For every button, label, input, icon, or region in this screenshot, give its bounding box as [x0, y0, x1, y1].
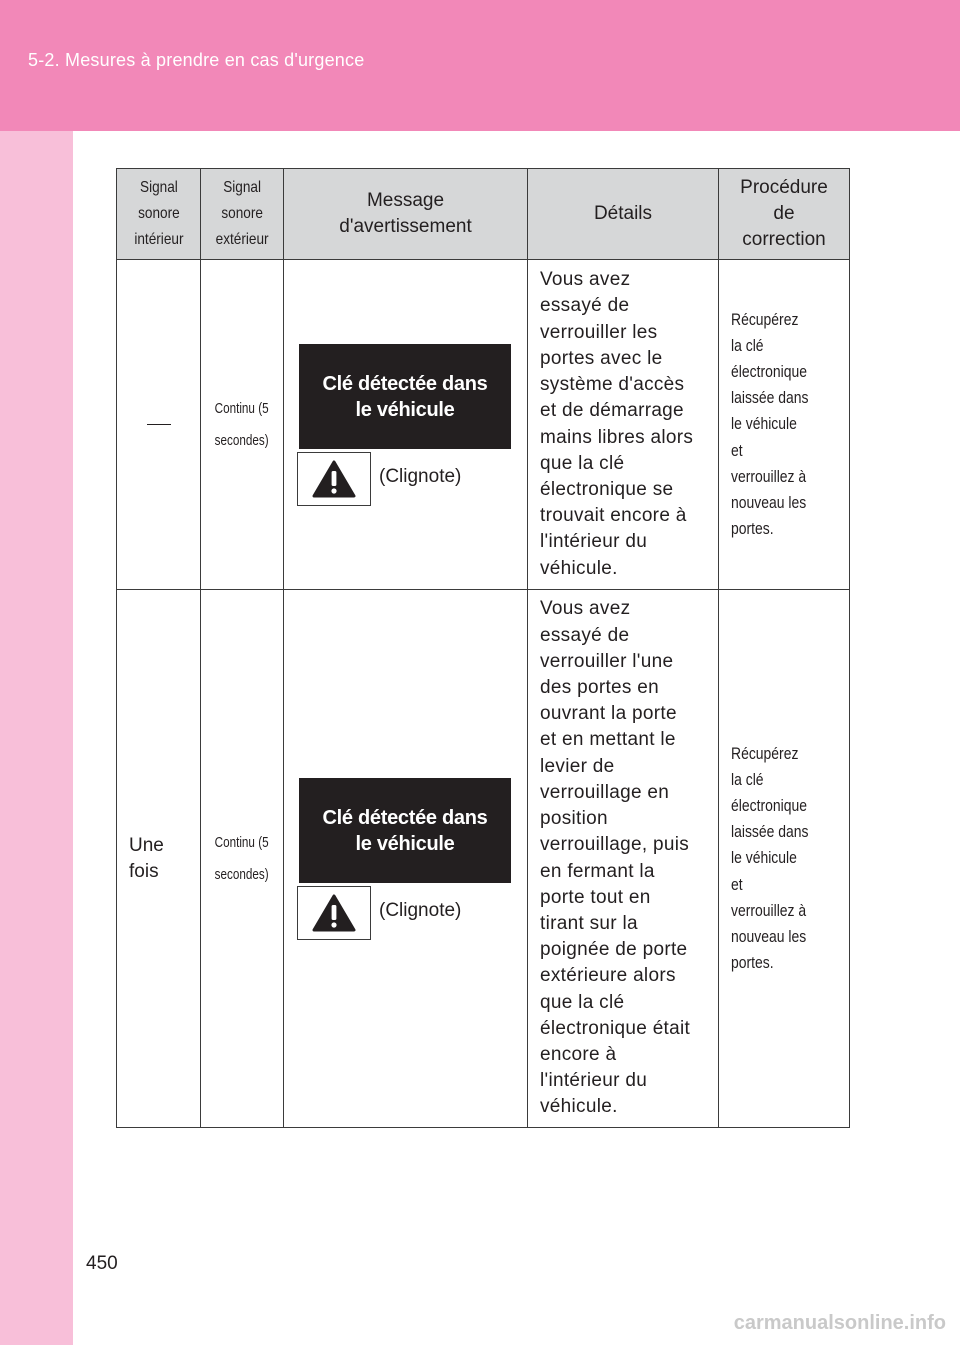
watermark-text: carmanualsonline.info: [733, 1312, 946, 1334]
correction-line: Récupérez: [731, 743, 799, 763]
details-line: Vous avez: [540, 598, 631, 620]
details-line: essayé de: [540, 624, 630, 646]
details-line: véhicule.: [540, 557, 618, 579]
col-header-interior-line: sonore: [137, 205, 180, 222]
message-cell: [284, 590, 528, 1128]
col-header-details: [528, 169, 719, 260]
col-header-exterior: [201, 169, 284, 260]
correction-cell: [719, 260, 850, 590]
interior-signal-line: Une: [129, 834, 164, 856]
exterior-signal-line: secondes): [215, 431, 269, 449]
table-header-row: [117, 169, 850, 260]
details-line: que la clé: [540, 452, 625, 474]
col-header-correction: [719, 169, 850, 260]
details-line: encore à: [540, 1043, 617, 1065]
col-header-exterior-line: Signal: [223, 179, 261, 196]
col-header-message: [284, 169, 528, 260]
details-line: véhicule.: [540, 1096, 618, 1118]
exterior-signal-cell: [201, 590, 284, 1128]
details-line: essayé de: [540, 295, 630, 317]
exterior-signal-line: Continu (5: [215, 399, 269, 417]
correction-line: et: [731, 874, 743, 894]
details-line: verrouiller l'une: [540, 650, 674, 672]
side-band: [0, 131, 73, 1345]
details-line: position: [540, 808, 608, 830]
no-signal-dash: [147, 424, 171, 425]
correction-line: la clé: [731, 335, 764, 355]
interior-signal-cell: [117, 590, 201, 1128]
warning-triangle-icon: [297, 886, 371, 940]
screen-text-line: Clé détectée dans: [322, 806, 488, 829]
details-line: Vous avez: [540, 269, 631, 291]
table-row: [117, 260, 850, 590]
correction-line: portes.: [731, 519, 774, 539]
col-header-message-line: d'avertissement: [339, 216, 472, 237]
col-header-message-line: Message: [366, 190, 445, 211]
col-header-correction-line: Procédure: [740, 177, 828, 198]
correction-line: Récupérez: [731, 309, 799, 329]
details-line: porte tout en: [540, 886, 651, 908]
correction-line: laissée dans: [731, 822, 809, 842]
correction-line: le véhicule: [731, 414, 797, 434]
interior-signal-cell: [117, 260, 201, 590]
section-title: 5-2. Mesures à prendre en cas d'urgence: [28, 50, 365, 70]
correction-line: la clé: [731, 769, 764, 789]
details-line: que la clé: [540, 991, 625, 1013]
table-row: [117, 590, 850, 1128]
details-line: mains libres alors: [540, 426, 694, 448]
correction-line: électronique: [731, 361, 807, 381]
interior-signal-line: fois: [129, 860, 159, 882]
details-line: poignée de porte: [540, 939, 688, 961]
screen-text-line: le véhicule: [355, 398, 455, 421]
correction-line: nouveau les: [731, 493, 807, 512]
header-band: [0, 0, 960, 131]
screen-text-line: Clé détectée dans: [322, 372, 488, 395]
details-line: et en mettant le: [540, 729, 676, 751]
exterior-signal-line: Continu (5: [215, 833, 269, 851]
details-line: extérieure alors: [540, 965, 676, 987]
correction-line: le véhicule: [731, 848, 797, 868]
col-header-interior-line: Signal: [139, 179, 178, 196]
correction-line: verrouillez à: [731, 466, 807, 486]
col-header-interior: [117, 169, 201, 260]
details-line: électronique était: [540, 1017, 691, 1039]
details-line: et de démarrage: [540, 400, 684, 422]
details-line: système d'accès: [540, 374, 685, 396]
flash-label: (Clignote): [379, 900, 462, 921]
details-line: verrouiller les: [540, 321, 658, 343]
exterior-signal-cell: [201, 260, 284, 590]
col-header-exterior-line: extérieur: [215, 231, 269, 248]
page-number: 450: [86, 1253, 118, 1274]
correction-line: nouveau les: [731, 927, 807, 946]
col-header-correction-line: correction: [742, 229, 826, 250]
col-header-interior-line: intérieur: [133, 231, 184, 248]
col-header-exterior-line: sonore: [221, 205, 263, 222]
details-line: trouvait encore à: [540, 505, 687, 527]
details-line: électronique se: [540, 478, 674, 500]
warning-triangle-icon: [297, 452, 371, 506]
warning-table: [116, 168, 850, 1128]
correction-line: et: [731, 440, 743, 460]
message-cell: [284, 260, 528, 590]
flash-label: (Clignote): [379, 466, 462, 487]
details-cell: [528, 590, 719, 1128]
message-screen: [299, 778, 511, 883]
details-line: verrouillage en: [540, 781, 670, 803]
details-line: des portes en: [540, 677, 660, 699]
correction-line: électronique: [731, 795, 807, 815]
correction-cell: [719, 590, 850, 1128]
correction-line: laissée dans: [731, 388, 809, 408]
col-header-correction-line: de: [773, 203, 795, 224]
details-line: l'intérieur du: [540, 531, 648, 553]
details-line: verrouillage, puis: [540, 834, 690, 856]
details-line: levier de: [540, 755, 615, 777]
correction-line: verrouillez à: [731, 900, 807, 920]
details-line: tirant sur la: [540, 912, 638, 934]
details-line: en fermant la: [540, 860, 655, 882]
details-cell: [528, 260, 719, 590]
col-header-details-line: Détails: [593, 203, 653, 224]
details-line: portes avec le: [540, 347, 663, 369]
correction-line: portes.: [731, 953, 774, 973]
details-line: l'intérieur du: [540, 1070, 648, 1092]
exterior-signal-line: secondes): [215, 865, 269, 883]
details-line: ouvrant la porte: [540, 703, 677, 725]
message-screen: [299, 344, 511, 449]
screen-text-line: le véhicule: [355, 832, 455, 855]
